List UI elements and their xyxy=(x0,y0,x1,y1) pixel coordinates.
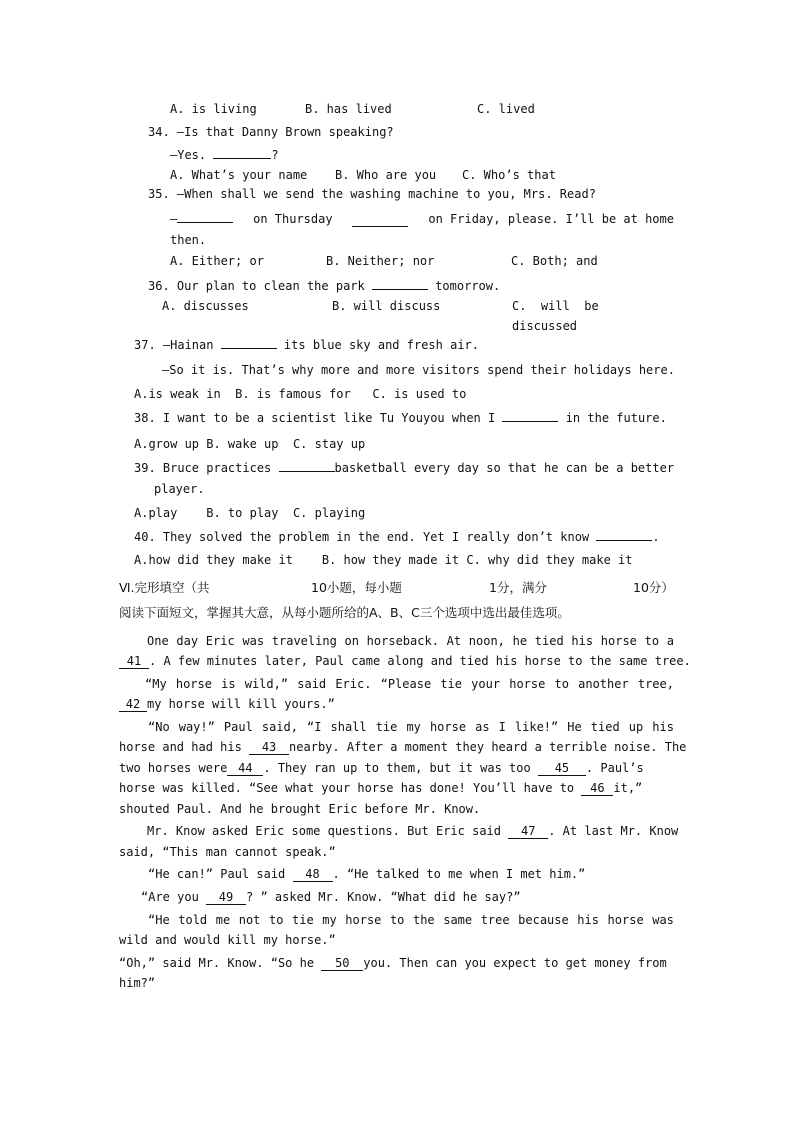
section-heading-part1: Ⅵ.完形填空（共 xyxy=(119,580,210,595)
section-instruction: 阅读下面短文，掌握其大意，从每小题所给的A、B、C三个选项中选出最佳选项。 xyxy=(119,605,570,620)
passage-line: “No way!” Paul said, “I shall tie my horse as I like!” He tied up his xyxy=(148,720,674,734)
q36-option-b: B. will discuss xyxy=(332,299,441,313)
section-heading-part2: 10小题，每小题 xyxy=(311,580,402,595)
answer-blank xyxy=(502,421,558,422)
q38-stem: 38. I want to be a scientist like Tu Youyou when I in the future. xyxy=(134,411,667,425)
q39-stem-cont: player. xyxy=(154,482,205,496)
passage-line: “He told me not to tie my horse to the same tree because his horse was xyxy=(148,913,674,927)
blank-44[interactable]: 44 xyxy=(227,762,263,776)
q33-option-a: A. is living xyxy=(170,102,257,116)
q37-stem: 37. —Hainan its blue sky and fresh air. xyxy=(134,338,479,352)
answer-blank xyxy=(177,222,233,223)
q33-option-c: C. lived xyxy=(477,102,535,116)
answer-blank xyxy=(596,540,652,541)
blank-46[interactable]: 46 xyxy=(581,782,613,796)
q34-option-b: B. Who are you xyxy=(335,168,437,182)
q36-stem: 36. Our plan to clean the park tomorrow. xyxy=(148,279,501,293)
q37-reply: —So it is. That’s why more and more visitors spend their holidays here. xyxy=(162,363,675,377)
passage-line: “He can!” Paul said 48 . “He talked to me when I met him.” xyxy=(148,867,586,881)
passage-line: One day Eric was traveling on horseback. At noon, he tied his horse to a xyxy=(147,634,674,648)
q37-options: A.is weak in B. is famous for C. is used to xyxy=(134,387,467,401)
answer-blank xyxy=(352,211,408,227)
q40-stem: 40. They solved the problem in the end. Yet I really don’t know . xyxy=(134,530,660,544)
blank-41[interactable]: 41 xyxy=(119,655,149,669)
passage-line: Mr. Know asked Eric some questions. But Eric said 47 . At last Mr. Know xyxy=(147,824,679,838)
answer-blank xyxy=(372,289,428,290)
blank-48[interactable]: 48 xyxy=(293,868,333,882)
passage-line: horse and had his 43 nearby. After a moment they heard a terrible noise. The xyxy=(119,740,687,754)
q35-option-c: C. Both; and xyxy=(511,254,598,268)
q35-stem: 35. —When shall we send the washing machine to you, Mrs. Read? xyxy=(148,187,596,201)
passage-line: “Oh,” said Mr. Know. “So he 50 you. Then can you expect to get money from xyxy=(119,956,667,970)
q34-option-c: C. Who’s that xyxy=(462,168,556,182)
q39-options: A.play B. to play C. playing xyxy=(134,506,366,520)
q35-reply-cont: then. xyxy=(170,233,207,247)
q34-option-a: A. What’s your name xyxy=(170,168,308,182)
q36-option-a: A. discusses xyxy=(162,299,249,313)
q40-options: A.how did they make it B. how they made it C. why did they make it xyxy=(134,553,633,567)
q34-stem: 34. —Is that Danny Brown speaking? xyxy=(148,125,394,139)
q38-options: A.grow up B. wake up C. stay up xyxy=(134,437,366,451)
q36-option-c: C. will be xyxy=(512,299,599,313)
blank-42[interactable]: 42 xyxy=(119,698,147,712)
blank-45[interactable]: 45 xyxy=(538,762,586,776)
blank-49[interactable]: 49 xyxy=(206,891,246,905)
passage-line: 41 . A few minutes later, Paul came along and tied his horse to the same tree. xyxy=(119,653,691,669)
passage-line: “My horse is wild,” said Eric. “Please tie your horse to another tree, xyxy=(145,677,674,691)
section-heading-part4: 10分） xyxy=(633,580,674,595)
passage-line: shouted Paul. And he brought Eric before Mr. Know. xyxy=(119,802,481,816)
q36-option-c-cont: discussed xyxy=(512,319,578,333)
q34-reply: —Yes. ? xyxy=(170,148,279,162)
blank-50[interactable]: 50 xyxy=(321,957,363,971)
passage-line: said, “This man cannot speak.” xyxy=(119,845,336,859)
passage-line: two horses were 44 . They ran up to them, but it was too 45 . Paul’s xyxy=(119,761,644,775)
q33-option-b: B. has lived xyxy=(305,102,392,116)
passage-line: him?” xyxy=(119,976,156,990)
q35-reply: — on Thursday on Friday, please. I’ll be at home xyxy=(170,212,674,226)
passage-line: horse was killed. “See what your horse has done! You’ll have to 46 it,” xyxy=(119,781,643,795)
q35-option-a: A. Either; or xyxy=(170,254,264,268)
answer-blank xyxy=(213,158,271,159)
q35-option-b: B. Neither; nor xyxy=(326,254,435,268)
blank-43[interactable]: 43 xyxy=(249,741,289,755)
answer-blank xyxy=(221,348,277,349)
passage-line: wild and would kill my horse.” xyxy=(119,933,336,947)
section-heading-part3: 1分，满分 xyxy=(489,580,547,595)
passage-line: “Are you 49 ? ” asked Mr. Know. “What did he say?” xyxy=(141,890,521,904)
answer-blank xyxy=(279,471,335,472)
q39-stem: 39. Bruce practices basketball every day so that he can be a better xyxy=(134,461,675,475)
passage-line: 42 my horse will kill yours.” xyxy=(119,696,335,712)
blank-47[interactable]: 47 xyxy=(508,825,548,839)
